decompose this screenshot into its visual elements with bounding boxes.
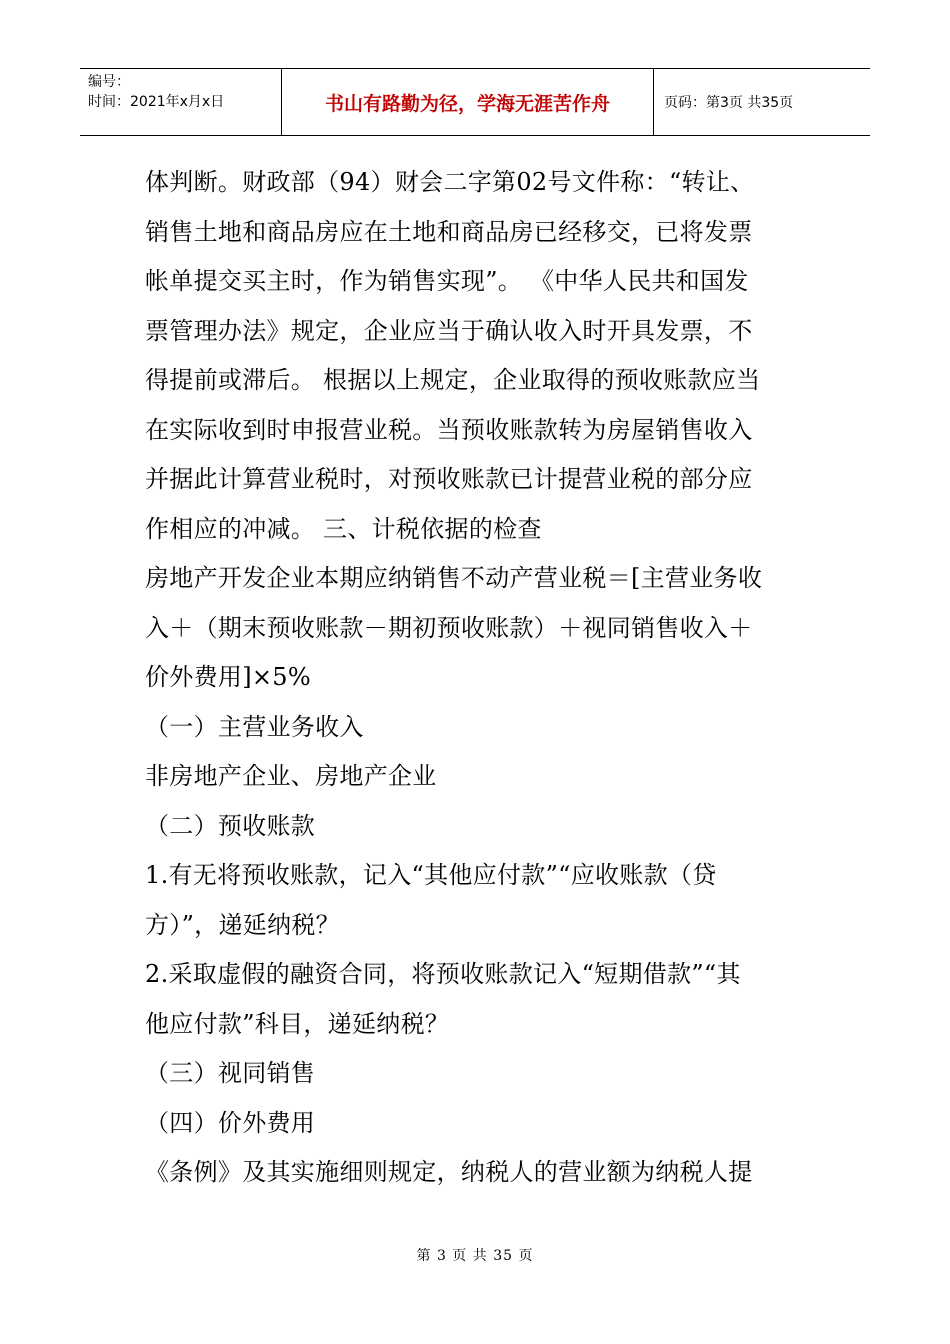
body-line: 《条例》及其实施细则规定，纳税人的营业额为纳税人提 <box>145 1158 753 1186</box>
document-number-label: 编号： <box>88 74 130 90</box>
page-footer: 第 3 页 共 35 页 <box>416 1248 534 1264</box>
body-line: 他应付款”科目，递延纳税？ <box>145 1009 450 1038</box>
document-time-label: 时间：2021年x月x日 <box>88 94 225 110</box>
section-heading: （三）视同销售 <box>145 1059 316 1087</box>
header-page-code: 页码：第3页 共35页 <box>664 95 794 111</box>
section-heading: （四）价外费用 <box>145 1108 316 1137</box>
document-body <box>145 158 810 1198</box>
section-heading: （一）主营业务收入 <box>145 712 364 741</box>
header-motto: 书山有路勤为径，学海无涯苦作舟 <box>282 69 654 135</box>
body-line: 销售土地和商品房应在土地和商品房已经移交，已将发票 <box>145 217 753 246</box>
body-line: 并据此计算营业税时，对预收账款已计提营业税的部分应 <box>145 465 753 493</box>
body-line: 作相应的冲减。 三、计税依据的检查 <box>145 514 542 543</box>
body-line: 方）”，递延纳税？ <box>145 910 340 939</box>
body-line: 得提前或滞后。 根据以上规定，企业取得的预收账款应当 <box>145 366 761 394</box>
page-header <box>80 68 870 136</box>
body-line: 入＋（期末预收账款－期初预收账款）＋视同销售收入＋ <box>145 613 753 642</box>
section-heading: （二）预收账款 <box>145 811 316 840</box>
body-line: 1.有无将预收账款，记入“其他应付款”“应收账款（贷 <box>145 861 717 889</box>
body-line: 价外费用]×5% <box>145 663 311 691</box>
body-line: 体判断。财政部（94）财会二字第02号文件称：“转让、 <box>145 168 755 196</box>
body-line: 帐单提交买主时，作为销售实现”。 《中华人民共和国发 <box>145 267 749 295</box>
header-meta-cell <box>80 69 282 135</box>
body-line: 票管理办法》规定，企业应当于确认收入时开具发票，不 <box>145 316 753 345</box>
body-line: 2.采取虚假的融资合同，将预收账款记入“短期借款”“其 <box>145 960 741 988</box>
body-line: 非房地产企业、房地产企业 <box>145 762 437 790</box>
body-line: 房地产开发企业本期应纳销售不动产营业税＝[主营业务收 <box>145 564 763 592</box>
body-line: 在实际收到时申报营业税。当预收账款转为房屋销售收入 <box>145 415 753 444</box>
